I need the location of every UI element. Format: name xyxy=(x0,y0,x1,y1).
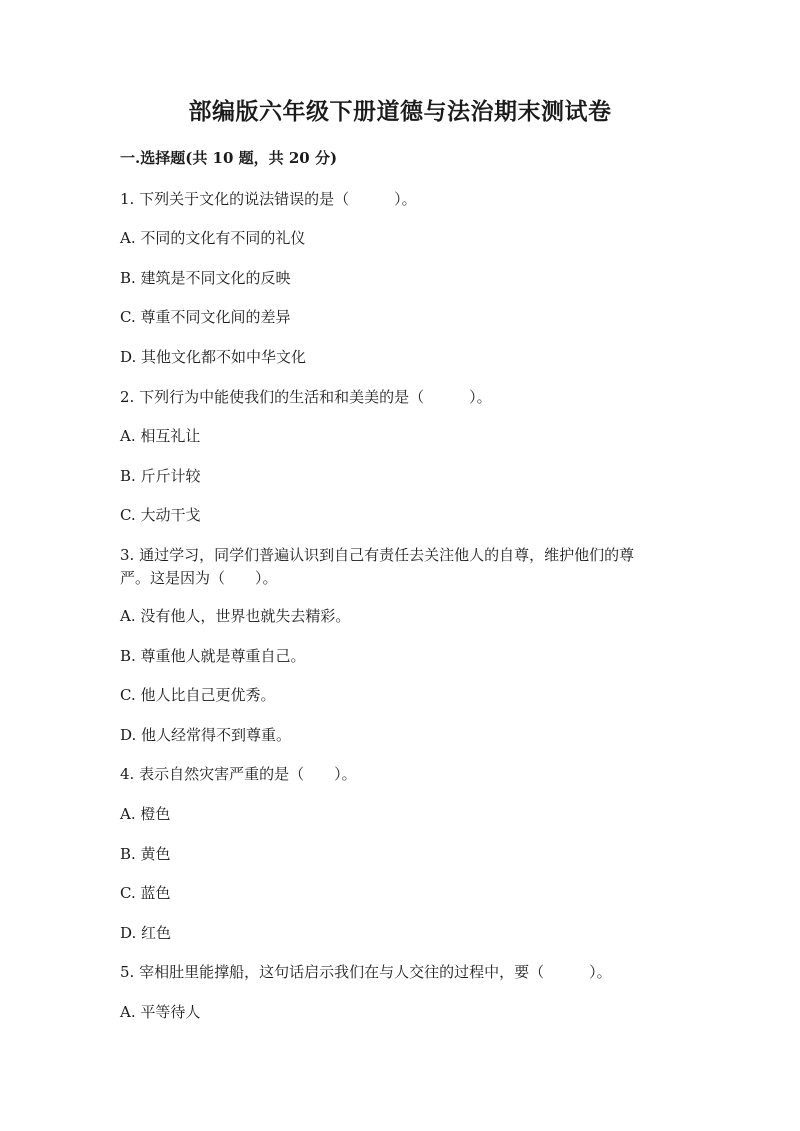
question-1-stem: 1. 下列关于文化的说法错误的是（ ）。 xyxy=(120,190,417,208)
question-4-stem: 4. 表示自然灾害严重的是（ ）。 xyxy=(120,765,357,783)
question-1-option-a: A. 不同的文化有不同的礼仪 xyxy=(120,229,306,247)
question-4-option-c: C. 蓝色 xyxy=(120,884,171,902)
question-3-option-a: A. 没有他人，世界也就失去精彩。 xyxy=(120,607,351,625)
question-3-option-c: C. 他人比自己更优秀。 xyxy=(120,686,276,704)
question-1-option-b: B. 建筑是不同文化的反映 xyxy=(120,269,291,287)
question-5-option-a: A. 平等待人 xyxy=(120,1003,201,1021)
question-1-option-d: D. 其他文化都不如中华文化 xyxy=(120,348,307,366)
question-4-option-d: D. 红色 xyxy=(120,924,172,942)
question-2-stem: 2. 下列行为中能使我们的生活和和美美的是（ ）。 xyxy=(120,388,492,406)
question-3-stem-line-2: 严。这是因为（ ）。 xyxy=(120,569,278,587)
question-2-option-a: A. 相互礼让 xyxy=(120,427,201,445)
question-4-option-a: A. 橙色 xyxy=(120,805,171,823)
question-2-option-c: C. 大动干戈 xyxy=(120,506,201,524)
page-title: 部编版六年级下册道德与法治期末测试卷 xyxy=(188,98,612,125)
question-3-option-b: B. 尊重他人就是尊重自己。 xyxy=(120,647,306,665)
question-3-option-d: D. 他人经常得不到尊重。 xyxy=(120,726,292,744)
question-1-option-c: C. 尊重不同文化间的差异 xyxy=(120,308,291,326)
question-3-stem-line-1: 3. 通过学习，同学们普遍认识到自己有责任去关注他人的自尊，维护他们的尊 xyxy=(120,546,635,564)
question-5-stem: 5. 宰相肚里能撑船，这句话启示我们在与人交往的过程中，要（ ）。 xyxy=(120,963,612,981)
section-heading: 一.选择题(共 10 题，共 20 分) xyxy=(120,149,338,167)
question-4-option-b: B. 黄色 xyxy=(120,845,171,863)
question-2-option-b: B. 斤斤计较 xyxy=(120,467,201,485)
